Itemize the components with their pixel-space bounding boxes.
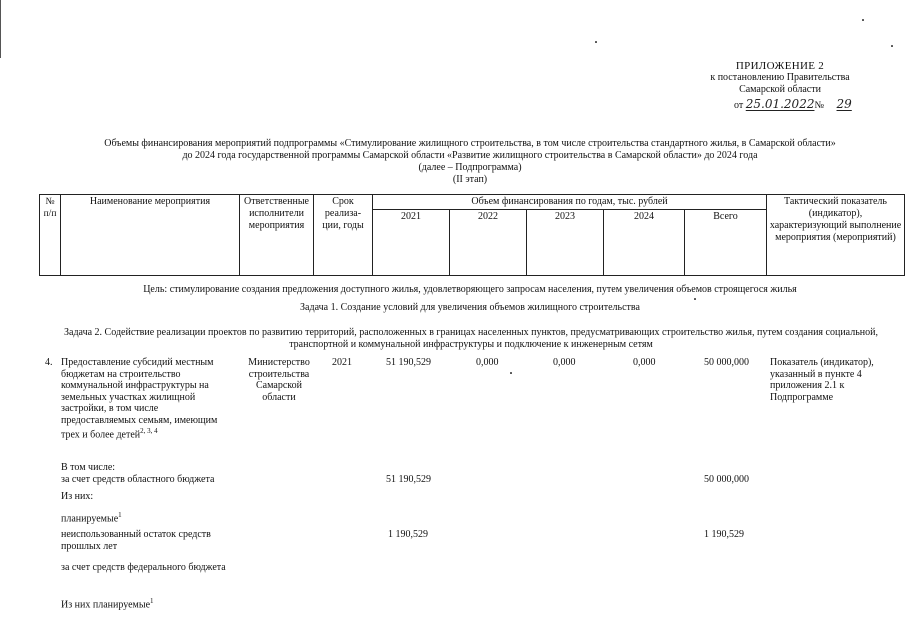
row4-2022: 0,000 (476, 357, 499, 368)
row4-total: 50 000,000 (704, 357, 749, 368)
federal-planned-label (61, 596, 154, 611)
scan-speck (510, 372, 512, 374)
unused-2021: 1 190,529 (388, 529, 428, 540)
appendix-title: ПРИЛОЖЕНИЕ 2 (735, 60, 825, 72)
appendix-block (655, 60, 905, 96)
total-header: Всего (685, 210, 767, 276)
scan-speck (862, 19, 864, 21)
appendix-date-line (734, 98, 862, 112)
heading-line4: (II этап) (452, 174, 488, 185)
planned-label (61, 510, 122, 525)
row4-name-text: Предоставление субсидий местным бюджетам на строительство коммунальной инфраструктуры на земельных участках жилищной застройки, в том числе предоставляемых семьям, имеющим трех и более детей (61, 357, 218, 441)
regional-2021: 51 190,529 (386, 474, 431, 485)
col-name-header: Наименование мероприятия (61, 195, 240, 276)
row4-number: 4. (45, 357, 53, 368)
handwritten-number: 29 (836, 97, 852, 111)
scan-speck (694, 298, 696, 300)
appendix-line2: Самарской области (739, 84, 821, 95)
goal-text: Цель: стимулирование создания предложения доступного жилья, удовлетворяющего запросам населения, путем увеличения объемов строящегося жилья (143, 284, 797, 295)
row4-2021: 51 190,529 (386, 357, 431, 368)
scan-speck (891, 45, 893, 47)
row4-indicator: Показатель (индикатор), указанный в пункте 4 приложения 2.1 к Подпрограмме (770, 357, 874, 403)
row4-name (61, 357, 231, 441)
heading-line2: до 2024 года государственной программы Самарской области «Развитие жилищного строительства в Самарской области» до 2024 года (182, 150, 758, 161)
financing-table-header (39, 194, 905, 276)
year-2023-header: 2023 (527, 210, 604, 276)
planned-footnote: 1 (118, 511, 122, 519)
row4-name-footnote: 2, 3, 4 (140, 427, 158, 435)
date-prefix: от (734, 100, 744, 111)
planned-label-text: планируемые (61, 513, 119, 525)
row4-term: 2021 (332, 357, 352, 368)
left-edge-line (0, 0, 1, 58)
handwritten-date: 25.01.2022 (745, 97, 815, 111)
task1-text: Задача 1. Создание условий для увеличения объемов жилищного строительства (300, 302, 640, 313)
of-them-label: Из них: (61, 491, 94, 502)
federal-planned-footnote: 1 (150, 597, 154, 605)
document-heading (40, 138, 900, 186)
appendix-line1: к постановлению Правительства (710, 72, 850, 83)
col-volume-header: Объем финансирования по годам, тыс. рублей (373, 195, 767, 210)
federal-planned-text: Из них планируемые (61, 599, 151, 611)
unused-balance-label: неиспользованный остаток средств прошлых лет (61, 529, 211, 552)
scan-speck (595, 41, 597, 43)
row4-2023: 0,000 (553, 357, 576, 368)
year-2021-header: 2021 (373, 210, 450, 276)
row4-2024: 0,000 (633, 357, 656, 368)
heading-line3: (далее – Подпрограмма) (418, 162, 522, 173)
col-no-header: № п/п (40, 195, 61, 276)
regional-total: 50 000,000 (704, 474, 749, 485)
year-2022-header: 2022 (450, 210, 527, 276)
heading-line1: Объемы финансирования мероприятий подпрограммы «Стимулирование жилищного строительства, в том числе строительства стандартного жилья, в Самарской области» (104, 138, 836, 149)
task2-text: Задача 2. Содействие реализации проектов по развитию территорий, расположенных в границах населенных пунктов, предусматривающих строительство жилья, путем создания социальной, транспортной и коммунальной инфраструктуры и подключение к инженерным сетям (64, 327, 878, 350)
year-2024-header: 2024 (604, 210, 685, 276)
col-indicator-header: Тактический показатель (индикатор), характеризующий выполнение мероприятия (мероприятий) (767, 195, 905, 276)
row4-executor: Министерство строительства Самарской области (248, 357, 310, 403)
unused-total: 1 190,529 (704, 529, 744, 540)
including-label: В том числе: (61, 462, 116, 473)
number-sign: № (814, 100, 825, 111)
federal-budget-label: за счет средств федерального бюджета (61, 562, 226, 573)
col-executor-header: Ответственные исполнители мероприятия (240, 195, 314, 276)
regional-budget-label: за счет средств областного бюджета (61, 474, 215, 485)
col-term-header: Срок реализа-ции, годы (314, 195, 373, 276)
